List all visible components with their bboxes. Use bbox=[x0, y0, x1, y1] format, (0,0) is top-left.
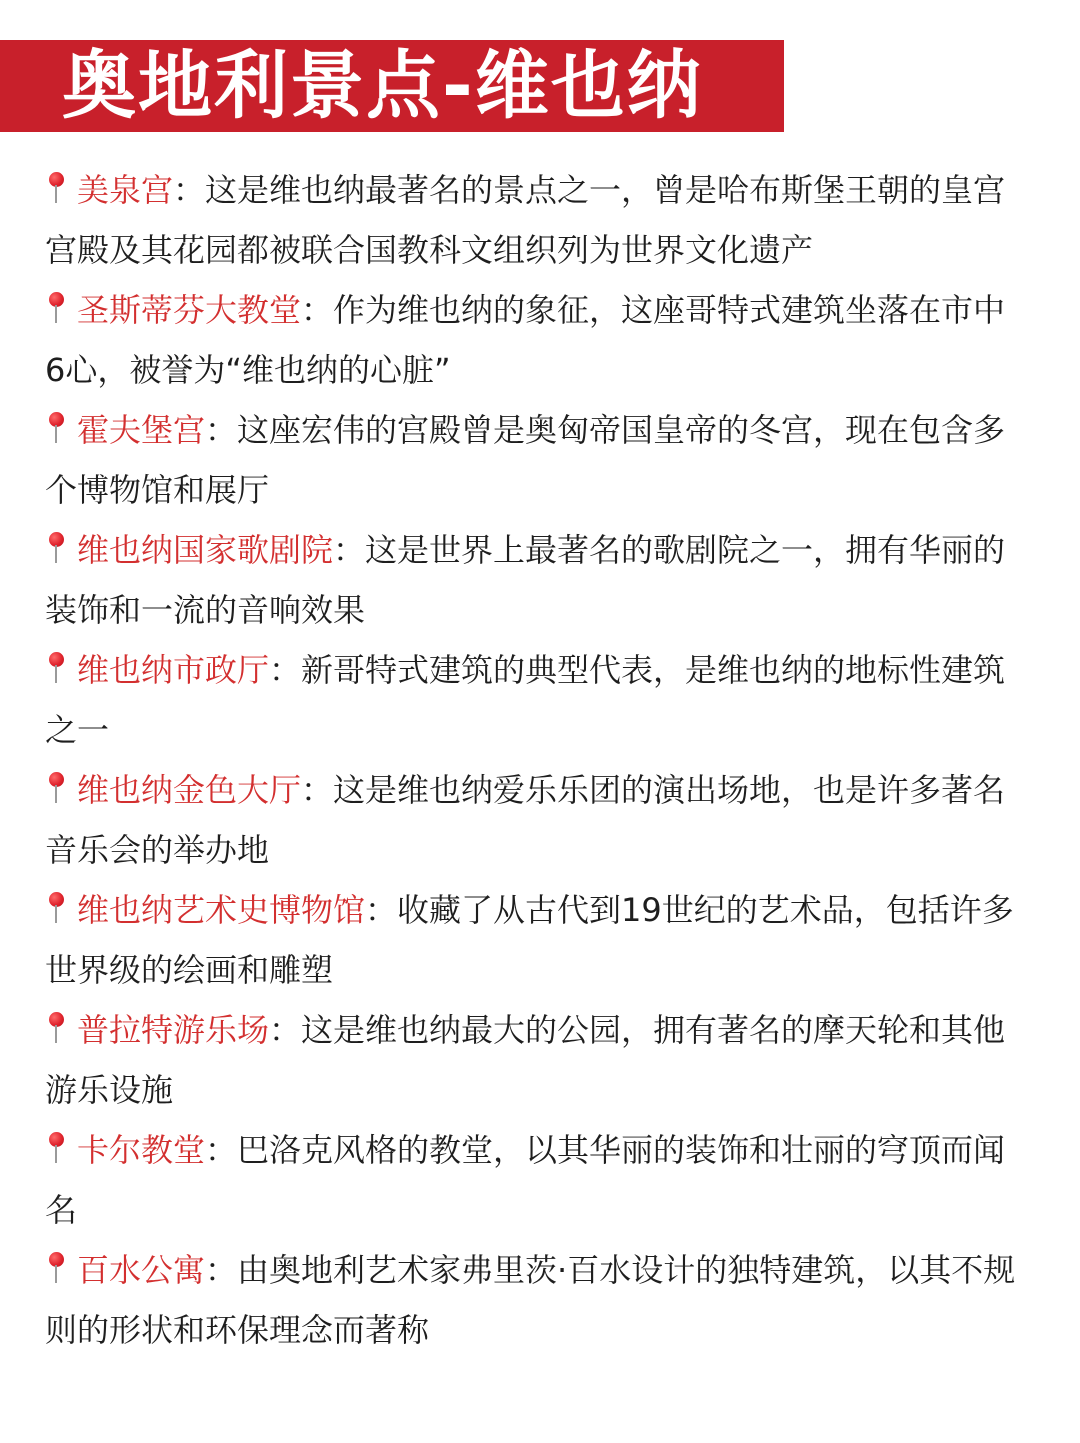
attraction-description: 收藏了从古代到19世纪的艺术品，包括许多世界级的绘画和雕塑 bbox=[45, 891, 1014, 989]
attraction-description: 这座宏伟的宫殿曾是奥匈帝国皇帝的冬宫，现在包含多个博物馆和展厅 bbox=[45, 411, 1006, 509]
round-pushpin-icon bbox=[45, 891, 67, 925]
attraction-description: 作为维也纳的象征，这座哥特式建筑坐落在市中6心，被誉为“维也纳的心脏” bbox=[45, 291, 1006, 389]
attraction-name: 维也纳金色大厅 bbox=[77, 771, 302, 809]
attraction-item bbox=[45, 1240, 1025, 1360]
colon: ： bbox=[269, 1011, 302, 1049]
round-pushpin-icon bbox=[45, 1251, 67, 1285]
attraction-description: 由奥地利艺术家弗里茨·百水设计的独特建筑，以其不规则的形状和环保理念而著称 bbox=[45, 1251, 1016, 1349]
attraction-name: 维也纳市政厅 bbox=[77, 651, 270, 689]
attraction-name: 百水公寓 bbox=[77, 1251, 206, 1289]
attraction-name: 圣斯蒂芬大教堂 bbox=[77, 291, 302, 329]
title-banner bbox=[0, 40, 784, 132]
attraction-item bbox=[45, 880, 1025, 1000]
round-pushpin-icon bbox=[45, 171, 67, 205]
colon: ： bbox=[365, 891, 398, 929]
colon: ： bbox=[173, 171, 206, 209]
round-pushpin-icon bbox=[45, 531, 67, 565]
attraction-item bbox=[45, 760, 1025, 880]
attraction-description: 这是维也纳最著名的景点之一，曾是哈布斯堡王朝的皇宫宫殿及其花园都被联合国教科文组织列为世界文化遗产 bbox=[45, 171, 1006, 269]
attraction-name: 美泉宫 bbox=[77, 171, 174, 209]
attraction-description: 巴洛克风格的教堂，以其华丽的装饰和壮丽的穹顶而闻名 bbox=[45, 1131, 1006, 1229]
attraction-item bbox=[45, 1000, 1025, 1120]
colon: ： bbox=[205, 411, 238, 449]
round-pushpin-icon bbox=[45, 411, 67, 445]
round-pushpin-icon bbox=[45, 291, 67, 325]
attraction-item bbox=[45, 1120, 1025, 1240]
round-pushpin-icon bbox=[45, 771, 67, 805]
attraction-description: 新哥特式建筑的典型代表，是维也纳的地标性建筑之一 bbox=[45, 651, 1006, 749]
round-pushpin-icon bbox=[45, 1131, 67, 1165]
attraction-description: 这是维也纳最大的公园，拥有著名的摩天轮和其他游乐设施 bbox=[45, 1011, 1006, 1109]
attraction-item bbox=[45, 280, 1025, 400]
colon: ： bbox=[205, 1131, 238, 1169]
attraction-name: 霍夫堡宫 bbox=[77, 411, 206, 449]
page-title: 奥地利景点-维也纳 bbox=[62, 43, 703, 129]
colon: ： bbox=[205, 1251, 238, 1289]
colon: ： bbox=[269, 651, 302, 689]
attraction-name: 普拉特游乐场 bbox=[77, 1011, 270, 1049]
colon: ： bbox=[301, 771, 334, 809]
attraction-name: 卡尔教堂 bbox=[77, 1131, 206, 1169]
colon: ： bbox=[301, 291, 334, 329]
attraction-item bbox=[45, 160, 1025, 280]
attraction-item bbox=[45, 520, 1025, 640]
attraction-name: 维也纳艺术史博物馆 bbox=[77, 891, 366, 929]
colon: ： bbox=[333, 531, 366, 569]
attraction-item bbox=[45, 400, 1025, 520]
attraction-description: 这是世界上最著名的歌剧院之一，拥有华丽的装饰和一流的音响效果 bbox=[45, 531, 1006, 629]
round-pushpin-icon bbox=[45, 1011, 67, 1045]
attraction-item bbox=[45, 640, 1025, 760]
attraction-name: 维也纳国家歌剧院 bbox=[77, 531, 334, 569]
round-pushpin-icon bbox=[45, 651, 67, 685]
attraction-description: 这是维也纳爱乐乐团的演出场地，也是许多著名音乐会的举办地 bbox=[45, 771, 1006, 869]
attraction-list bbox=[45, 160, 1025, 1360]
